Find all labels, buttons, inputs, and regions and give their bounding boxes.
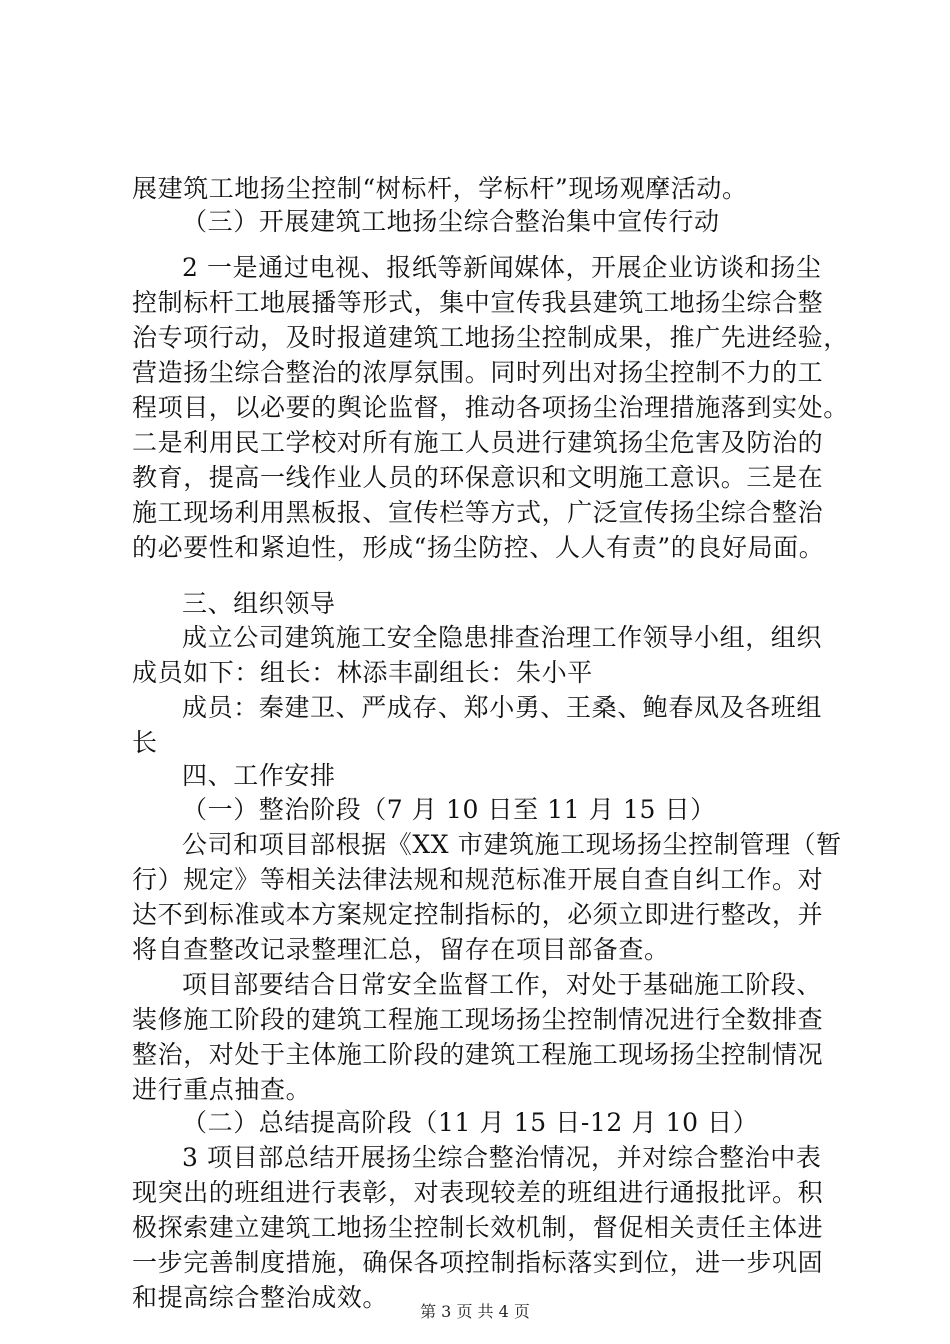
body-text-line: 项目部要结合日常安全监督工作，对处于基础施工阶段、	[182, 970, 823, 999]
body-text-line: 程项目，以必要的舆论监督，推动各项扬尘治理措施落到实处。	[132, 393, 849, 422]
body-text-line: 成立公司建筑施工安全隐患排查治理工作领导小组，组织	[182, 623, 823, 652]
body-text-line: 展建筑工地扬尘控制“树标杆，学标杆”现场观摩活动。	[132, 174, 748, 203]
body-text-line: 二是利用民工学校对所有施工人员进行建筑扬尘危害及防治的	[132, 428, 824, 457]
body-text-line: 公司和项目部根据《XX 市建筑施工现场扬尘控制管理（暂	[182, 830, 842, 859]
section-heading: 四、工作安排	[182, 761, 336, 790]
section-heading: 三、组织领导	[182, 589, 336, 618]
body-text-line: 进行重点抽查。	[132, 1075, 312, 1104]
body-text-line: 教育，提高一线作业人员的环保意识和文明施工意识。三是在	[132, 463, 824, 492]
page-footer: 第 3 页 共 4 页	[420, 1302, 530, 1321]
body-text-line: 现突出的班组进行表彰，对表现较差的班组进行通报批评。积	[132, 1178, 824, 1207]
section-heading: （三）开展建筑工地扬尘综合整治集中宣传行动	[182, 207, 720, 236]
section-heading: （一）整治阶段（7 月 10 日至 11 月 15 日）	[182, 795, 716, 824]
body-text-line: 将自查整改记录整理汇总，留存在项目部备查。	[132, 935, 670, 964]
body-text-line: 装修施工阶段的建筑工程施工现场扬尘控制情况进行全数排查	[132, 1005, 824, 1034]
body-text-line: 2 一是通过电视、报纸等新闻媒体，开展企业访谈和扬尘	[182, 253, 822, 282]
body-text-line: 一步完善制度措施，确保各项控制指标落实到位，进一步巩固	[132, 1248, 824, 1277]
body-text-line: 成员如下：组长：林添丰副组长：朱小平	[132, 658, 593, 687]
body-text-line: 成员：秦建卫、严成存、郑小勇、王桑、鲍春凤及各班组	[182, 693, 823, 722]
body-text-line: 整治，对处于主体施工阶段的建筑工程施工现场扬尘控制情况	[132, 1040, 824, 1069]
body-text-line: 施工现场利用黑板报、宣传栏等方式，广泛宣传扬尘综合整治	[132, 498, 824, 527]
section-heading: （二）总结提高阶段（11 月 15 日-12 月 10 日）	[182, 1108, 759, 1137]
body-text-line: 的必要性和紧迫性，形成“扬尘防控、人人有责”的良好局面。	[132, 533, 825, 562]
body-text-line: 行）规定》等相关法律法规和规范标准开展自查自纠工作。对	[132, 865, 824, 894]
body-text-line: 3 项目部总结开展扬尘综合整治情况，并对综合整治中表	[182, 1143, 822, 1172]
body-text-line: 和提高综合整治成效。	[132, 1283, 389, 1312]
body-text-line: 达不到标准或本方案规定控制指标的，必须立即进行整改，并	[132, 900, 824, 929]
body-text-line: 控制标杆工地展播等形式，集中宣传我县建筑工地扬尘综合整	[132, 288, 824, 317]
body-text-line: 极探索建立建筑工地扬尘控制长效机制，督促相关责任主体进	[132, 1213, 824, 1242]
body-text-line: 营造扬尘综合整治的浓厚氛围。同时列出对扬尘控制不力的工	[132, 358, 824, 387]
body-text-line: 长	[132, 728, 158, 757]
body-text-line: 治专项行动，及时报道建筑工地扬尘控制成果，推广先进经验，	[132, 323, 849, 352]
